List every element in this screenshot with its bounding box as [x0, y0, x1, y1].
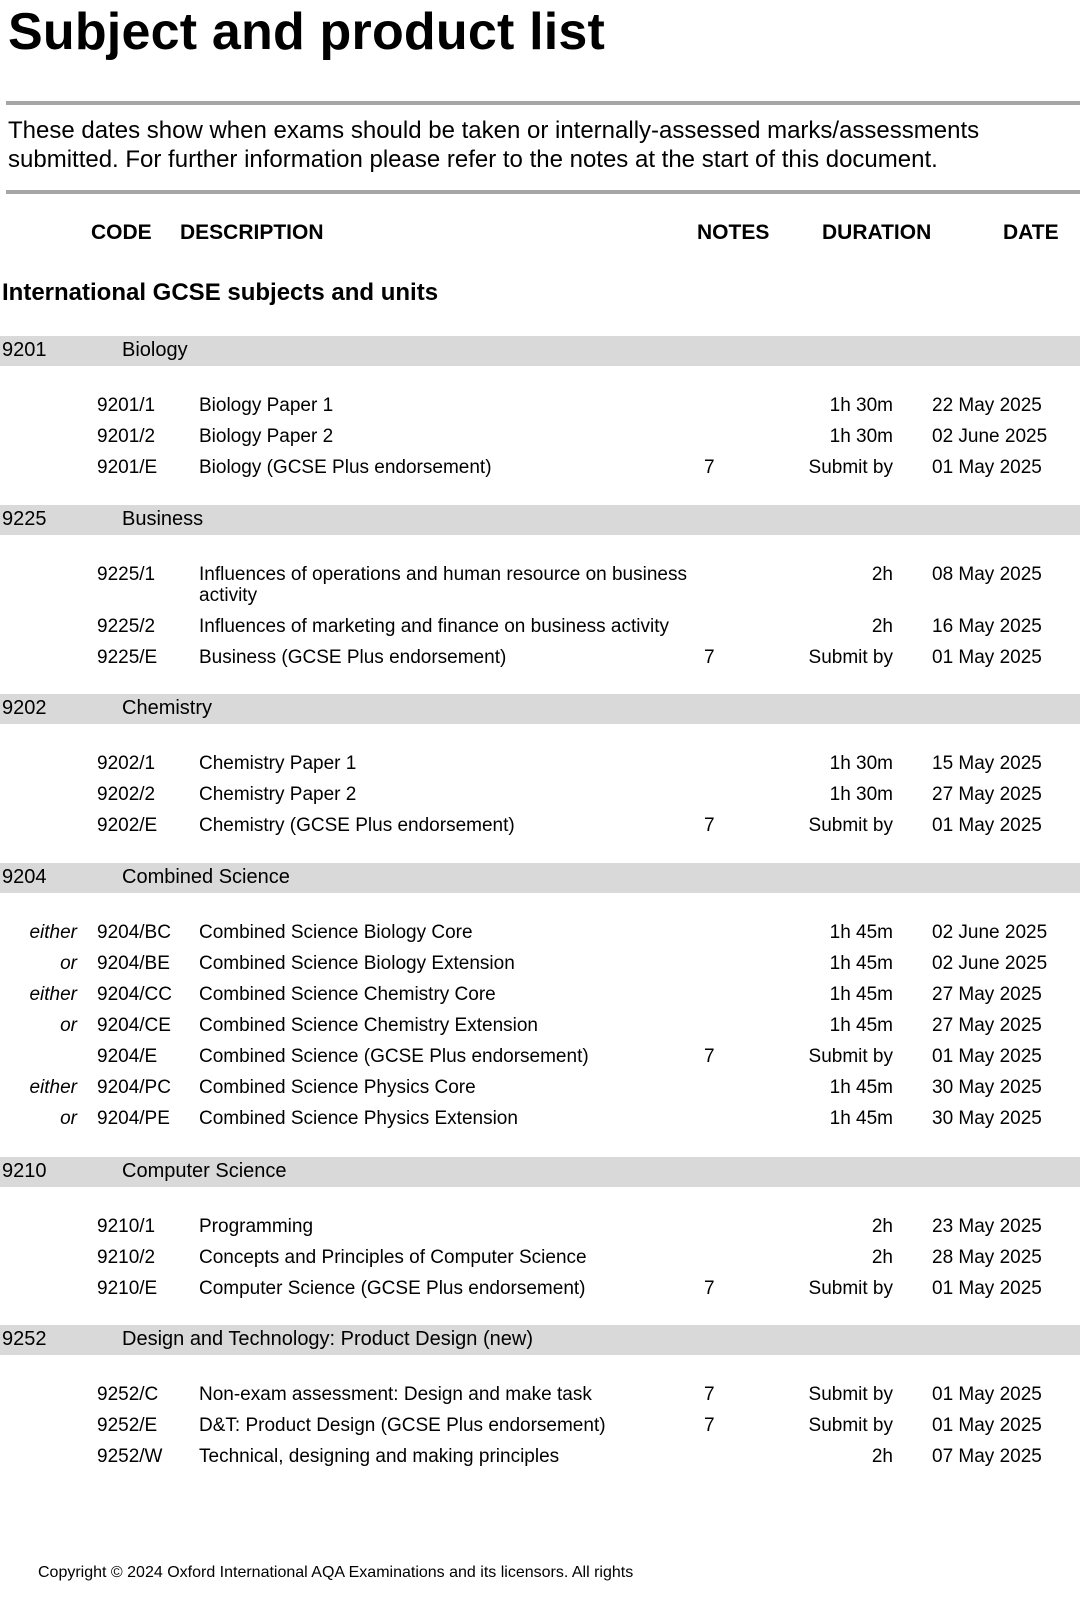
unit-row — [0, 919, 1080, 949]
unit-date: 27 May 2025 — [932, 984, 1042, 1005]
unit-date: 16 May 2025 — [932, 616, 1042, 637]
unit-code: 9252/C — [97, 1384, 159, 1405]
subject-code: 9252 — [2, 1328, 47, 1350]
unit-date: 01 May 2025 — [932, 1046, 1042, 1067]
unit-row — [0, 1213, 1080, 1243]
subject-name: Combined Science — [122, 866, 290, 888]
unit-row — [0, 1381, 1080, 1411]
unit-row — [0, 1244, 1080, 1274]
unit-date: 07 May 2025 — [932, 1446, 1042, 1467]
subject-header — [0, 505, 1080, 535]
unit-duration: 1h 30m — [829, 784, 893, 805]
unit-code: 9204/CE — [97, 1015, 171, 1036]
unit-row — [0, 613, 1080, 643]
unit-prefix: either — [29, 922, 77, 943]
subject-header — [0, 694, 1080, 724]
unit-row — [0, 1012, 1080, 1042]
subject-header — [0, 336, 1080, 366]
subject-name: Computer Science — [122, 1160, 287, 1182]
unit-row — [0, 644, 1080, 674]
unit-code: 9210/E — [97, 1278, 158, 1299]
subject-code: 9202 — [2, 697, 47, 719]
unit-row — [0, 1275, 1080, 1305]
unit-date: 23 May 2025 — [932, 1216, 1042, 1237]
subject-name: Chemistry — [122, 697, 213, 719]
unit-code: 9204/PE — [97, 1108, 170, 1129]
unit-notes: 7 — [704, 815, 715, 836]
unit-date: 01 May 2025 — [932, 1278, 1042, 1299]
unit-description: Combined Science Physics Extension — [199, 1108, 518, 1129]
unit-description: Chemistry Paper 2 — [199, 784, 357, 805]
column-header-date: DATE — [1003, 221, 1059, 244]
intro-line: These dates show when exams should be taken or internally-assessed marks/assessments — [8, 117, 980, 144]
unit-duration: Submit by — [808, 1046, 893, 1067]
unit-date: 08 May 2025 — [932, 564, 1042, 585]
unit-row — [0, 781, 1080, 811]
unit-description: Business (GCSE Plus endorsement) — [199, 647, 507, 668]
unit-code: 9204/PC — [97, 1077, 171, 1098]
unit-code: 9225/1 — [97, 564, 156, 585]
unit-notes: 7 — [704, 1415, 715, 1436]
unit-notes: 7 — [704, 1046, 715, 1067]
unit-duration: 2h — [871, 564, 893, 585]
unit-description: Combined Science Chemistry Extension — [199, 1015, 538, 1036]
unit-code: 9201/E — [97, 457, 158, 478]
unit-description: Influences of marketing and finance on business activity — [199, 616, 669, 637]
unit-description: Biology Paper 1 — [199, 395, 334, 416]
column-header-duration: DURATION — [822, 221, 932, 244]
subject-code: 9204 — [2, 866, 47, 888]
unit-description: Influences of operations and human resource on business activity — [199, 564, 687, 606]
subject-name: Biology — [122, 339, 188, 361]
unit-date: 30 May 2025 — [932, 1077, 1042, 1098]
subject-name: Design and Technology: Product Design (new) — [122, 1328, 533, 1350]
unit-code: 9225/2 — [97, 616, 156, 637]
unit-duration: 2h — [871, 1216, 893, 1237]
unit-code: 9201/1 — [97, 395, 156, 416]
unit-row — [0, 1443, 1080, 1473]
unit-row — [0, 981, 1080, 1011]
unit-description: Combined Science Chemistry Core — [199, 984, 496, 1005]
unit-date: 30 May 2025 — [932, 1108, 1042, 1129]
unit-code: 9225/E — [97, 647, 158, 668]
unit-date: 01 May 2025 — [932, 1384, 1042, 1405]
unit-duration: Submit by — [808, 457, 893, 478]
unit-description: Combined Science (GCSE Plus endorsement) — [199, 1046, 589, 1067]
unit-code: 9202/E — [97, 815, 158, 836]
unit-row — [0, 392, 1080, 422]
unit-duration: 1h 45m — [829, 1077, 893, 1098]
unit-duration: Submit by — [808, 815, 893, 836]
page-title: Subject and product list — [8, 3, 606, 61]
unit-duration: Submit by — [808, 647, 893, 668]
unit-description: Programming — [199, 1216, 314, 1237]
unit-duration: 1h 45m — [829, 1108, 893, 1129]
subject-header — [0, 863, 1080, 893]
unit-row — [0, 1412, 1080, 1442]
unit-code: 9204/CC — [97, 984, 172, 1005]
unit-prefix: or — [60, 1108, 77, 1129]
column-header-notes: NOTES — [697, 221, 770, 244]
unit-row — [0, 423, 1080, 453]
unit-row — [0, 812, 1080, 842]
unit-code: 9204/E — [97, 1046, 158, 1067]
unit-date: 27 May 2025 — [932, 784, 1042, 805]
unit-notes: 7 — [704, 1384, 715, 1405]
unit-description: D&T: Product Design (GCSE Plus endorsement) — [199, 1415, 606, 1436]
unit-date: 01 May 2025 — [932, 457, 1042, 478]
unit-prefix: or — [60, 1015, 77, 1036]
unit-code: 9210/1 — [97, 1216, 156, 1237]
unit-code: 9252/E — [97, 1415, 158, 1436]
unit-date: 22 May 2025 — [932, 395, 1042, 416]
unit-duration: 1h 30m — [829, 426, 893, 447]
unit-code: 9252/W — [97, 1446, 163, 1467]
unit-date: 15 May 2025 — [932, 753, 1042, 774]
unit-prefix: either — [29, 1077, 77, 1098]
unit-date: 02 June 2025 — [932, 426, 1048, 447]
unit-description: Chemistry (GCSE Plus endorsement) — [199, 815, 515, 836]
unit-notes: 7 — [704, 1278, 715, 1299]
column-header-description: DESCRIPTION — [180, 221, 324, 244]
unit-duration: 1h 45m — [829, 1015, 893, 1036]
copyright-footer: Copyright © 2024 Oxford International AQA Examinations and its licensors. All rights — [38, 1564, 634, 1581]
unit-duration: 1h 45m — [829, 953, 893, 974]
subject-code: 9225 — [2, 508, 47, 530]
unit-duration: 2h — [871, 616, 893, 637]
subject-code: 9201 — [2, 339, 47, 361]
unit-date: 02 June 2025 — [932, 953, 1048, 974]
unit-description: Computer Science (GCSE Plus endorsement) — [199, 1278, 586, 1299]
unit-description: Combined Science Biology Extension — [199, 953, 515, 974]
column-header-code: CODE — [91, 221, 152, 244]
unit-row — [0, 1074, 1080, 1104]
subject-name: Business — [122, 508, 204, 530]
unit-row — [0, 454, 1080, 484]
intro-line: submitted. For further information please refer to the notes at the start of this document. — [8, 146, 938, 173]
unit-duration: 1h 30m — [829, 753, 893, 774]
section-title: International GCSE subjects and units — [2, 279, 439, 306]
unit-code: 9210/2 — [97, 1247, 156, 1268]
unit-date: 01 May 2025 — [932, 647, 1042, 668]
unit-duration: 1h 30m — [829, 395, 893, 416]
unit-description: Technical, designing and making principles — [199, 1446, 560, 1467]
unit-code: 9202/2 — [97, 784, 156, 805]
unit-row — [0, 750, 1080, 780]
unit-date: 01 May 2025 — [932, 1415, 1042, 1436]
unit-description: Chemistry Paper 1 — [199, 753, 357, 774]
unit-description: Concepts and Principles of Computer Science — [199, 1247, 587, 1268]
intro-text — [8, 116, 1068, 174]
unit-duration: 2h — [871, 1247, 893, 1268]
unit-duration: Submit by — [808, 1384, 893, 1405]
unit-notes: 7 — [704, 647, 715, 668]
subject-header — [0, 1157, 1080, 1187]
unit-code: 9204/BC — [97, 922, 171, 943]
unit-description: Biology Paper 2 — [199, 426, 334, 447]
unit-row — [0, 1105, 1080, 1135]
divider — [6, 101, 1080, 105]
unit-duration: 2h — [871, 1446, 893, 1467]
unit-duration: Submit by — [808, 1415, 893, 1436]
unit-date: 02 June 2025 — [932, 922, 1048, 943]
unit-row — [0, 1043, 1080, 1073]
unit-duration: 1h 45m — [829, 922, 893, 943]
unit-notes: 7 — [704, 457, 715, 478]
divider — [6, 190, 1080, 194]
unit-date: 28 May 2025 — [932, 1247, 1042, 1268]
unit-description: Non-exam assessment: Design and make task — [199, 1384, 592, 1405]
unit-code: 9201/2 — [97, 426, 156, 447]
subject-code: 9210 — [2, 1160, 47, 1182]
unit-row — [0, 950, 1080, 980]
unit-description: Biology (GCSE Plus endorsement) — [199, 457, 492, 478]
unit-duration: Submit by — [808, 1278, 893, 1299]
unit-prefix: either — [29, 984, 77, 1005]
unit-code: 9204/BE — [97, 953, 170, 974]
unit-description: Combined Science Biology Core — [199, 922, 473, 943]
unit-prefix: or — [60, 953, 77, 974]
unit-row — [0, 561, 1080, 606]
unit-duration: 1h 45m — [829, 984, 893, 1005]
unit-description: Combined Science Physics Core — [199, 1077, 476, 1098]
subject-header — [0, 1325, 1080, 1355]
unit-code: 9202/1 — [97, 753, 156, 774]
unit-date: 01 May 2025 — [932, 815, 1042, 836]
unit-date: 27 May 2025 — [932, 1015, 1042, 1036]
